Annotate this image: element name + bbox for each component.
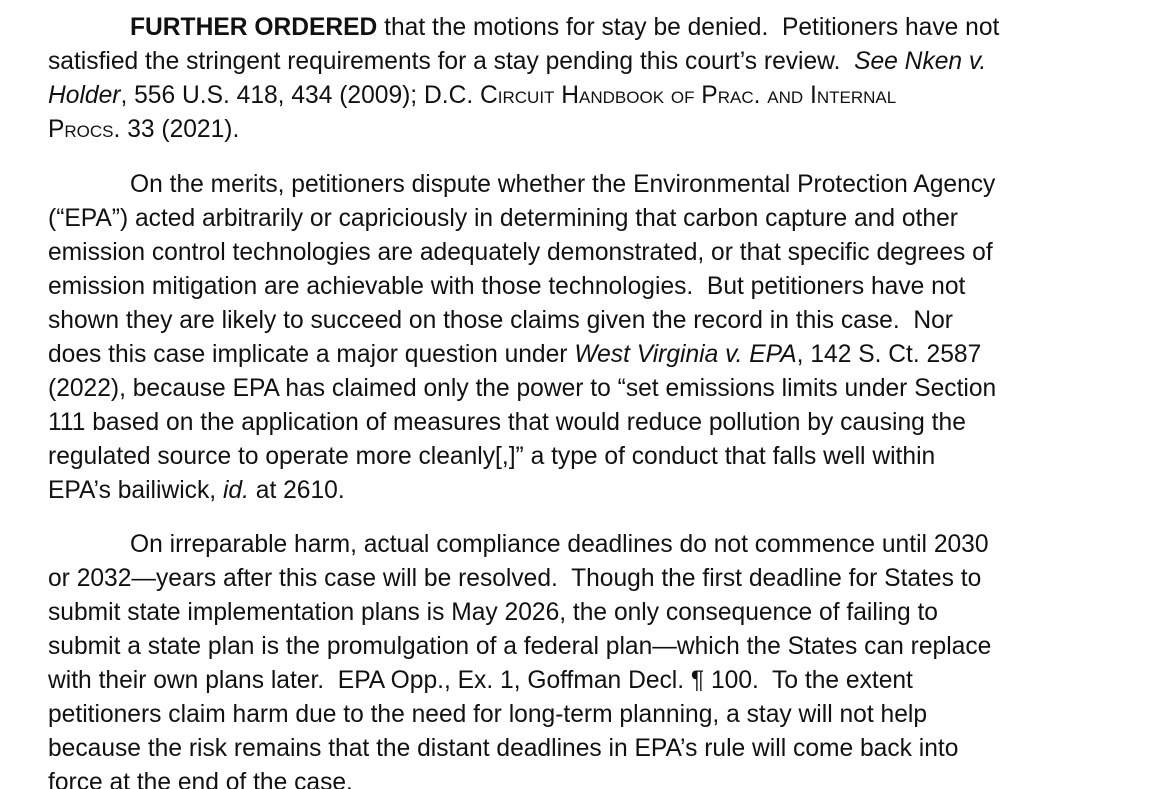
text-run: regulated source to operate more cleanly[,]” a type of conduct that falls well within: [48, 443, 936, 470]
text-line: [48, 528, 1128, 562]
italic-citation: West Virginia v. EPA: [574, 341, 797, 368]
text-line: [48, 664, 1128, 698]
text-run: , 142 S. Ct. 2587: [796, 341, 982, 368]
text-line: [48, 11, 1128, 45]
text-line: [48, 766, 1128, 789]
text-run: force at the end of the case.: [48, 769, 353, 789]
text-line: [48, 440, 1128, 474]
text-line: [48, 168, 1128, 202]
text-run: at 2610.: [248, 477, 345, 504]
text-line: [48, 698, 1128, 732]
bold-text: FURTHER ORDERED: [130, 14, 378, 41]
text-line: [48, 45, 1128, 79]
text-run: submit state implementation plans is May 2026, the only consequence of failing to: [48, 599, 938, 626]
text-run: EPA’s bailiwick,: [48, 477, 223, 504]
text-line: [48, 113, 1128, 147]
paragraph-merits: [48, 168, 1128, 508]
italic-citation: id.: [222, 477, 249, 504]
text-run: emission control technologies are adequately demonstrated, or that specific degrees of: [48, 239, 993, 266]
text-run: satisfied the stringent requirements for a stay pending this court’s review.: [48, 48, 855, 75]
text-run: 33 (2021).: [120, 116, 240, 143]
text-line: [48, 406, 1128, 440]
text-run: , 556 U.S. 418, 434 (2009);: [120, 82, 424, 109]
text-line: [48, 474, 1128, 508]
italic-citation: See Nken v.: [854, 48, 987, 75]
text-line: [48, 630, 1128, 664]
paragraph-further-ordered: [48, 11, 1128, 147]
text-run: On the merits, petitioners dispute whether the Environmental Protection Agency: [130, 171, 996, 198]
small-caps-citation: D.C. Circuit Handbook of Prac. and Internal: [423, 82, 897, 109]
text-line: [48, 372, 1128, 406]
text-run: that the motions for stay be denied. Petitioners have not: [377, 14, 1000, 41]
italic-citation: Holder: [48, 82, 121, 109]
small-caps-citation: Procs.: [48, 116, 121, 143]
text-run: or 2032—years after this case will be resolved. Though the first deadline for States to: [48, 565, 982, 592]
text-line: [48, 732, 1128, 766]
text-run: petitioners claim harm due to the need for long-term planning, a stay will not help: [48, 701, 928, 728]
text-run: does this case implicate a major question under: [48, 341, 575, 368]
text-line: [48, 562, 1128, 596]
text-run: (2022), because EPA has claimed only the power to “set emissions limits under Section: [48, 375, 997, 402]
text-run: 111 based on the application of measures that would reduce pollution by causing the: [48, 409, 966, 436]
text-run: shown they are likely to succeed on those claims given the record in this case. Nor: [48, 307, 953, 334]
text-run: emission mitigation are achievable with those technologies. But petitioners have not: [48, 273, 966, 300]
paragraph-irreparable-harm: [48, 528, 1128, 789]
text-line: [48, 338, 1128, 372]
text-run: submit a state plan is the promulgation of a federal plan—which the States can replace: [48, 633, 992, 660]
text-line: [48, 79, 1128, 113]
text-run: (“EPA”) acted arbitrarily or capriciously in determining that carbon capture and other: [48, 205, 958, 232]
text-run: with their own plans later. EPA Opp., Ex. 1, Goffman Decl. ¶ 100. To the extent: [48, 667, 913, 694]
text-run: because the risk remains that the distant deadlines in EPA’s rule will come back into: [48, 735, 959, 762]
text-line: [48, 270, 1128, 304]
text-line: [48, 236, 1128, 270]
text-line: [48, 202, 1128, 236]
text-line: [48, 304, 1128, 338]
text-line: [48, 596, 1128, 630]
text-run: On irreparable harm, actual compliance deadlines do not commence until 2030: [130, 531, 989, 558]
